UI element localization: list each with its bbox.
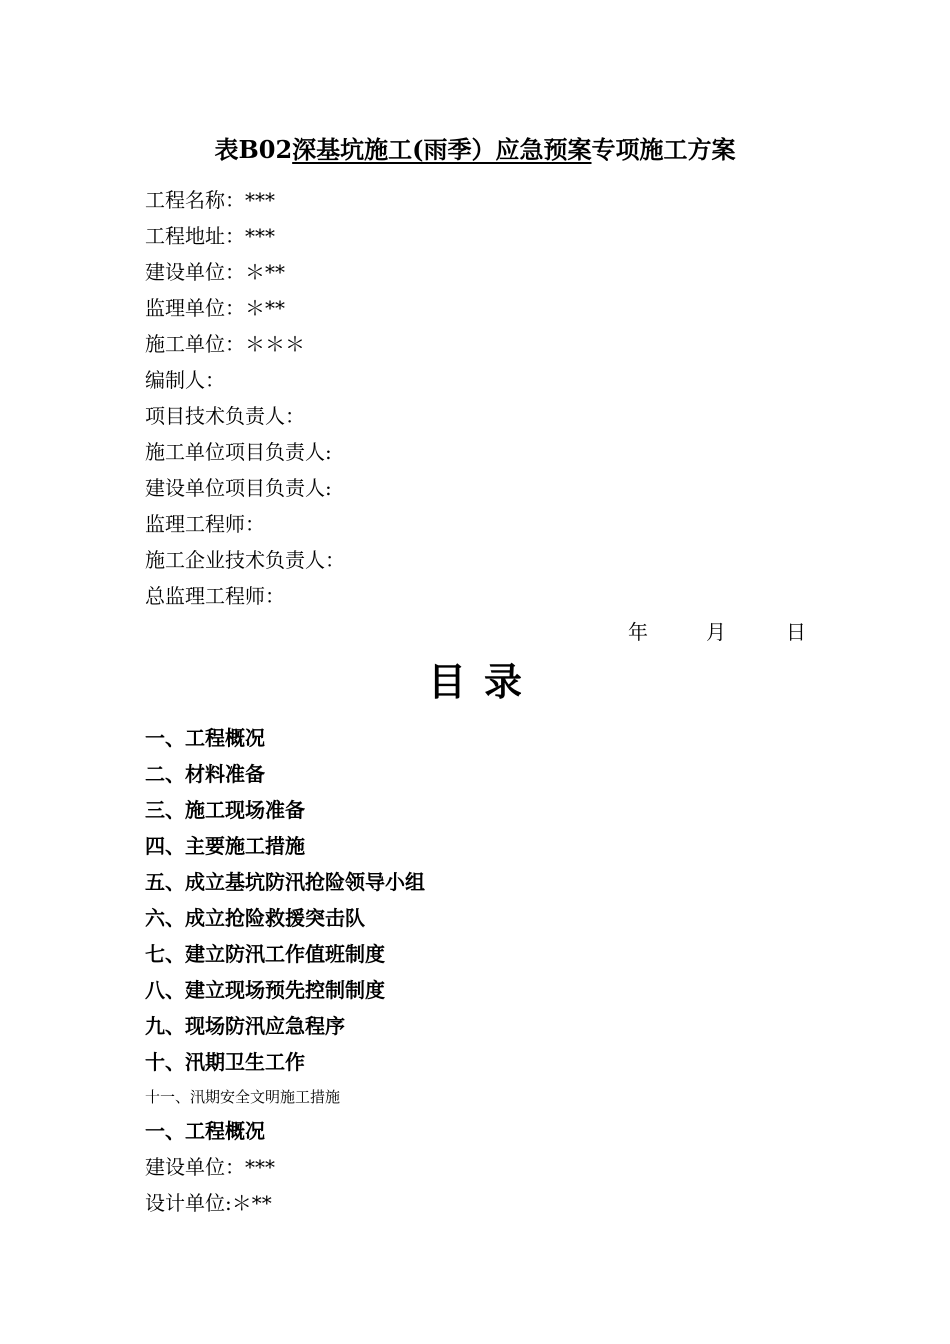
toc-item: 四、主要施工措施 [145,834,305,858]
info-line: 施工企业技术负责人： [145,548,345,572]
title-prefix: 表B02 [214,135,293,164]
toc-item: 二、材料准备 [145,762,265,786]
toc-item: 六、成立抢险救援突击队 [145,906,365,930]
toc-item: 三、施工现场准备 [145,798,305,822]
toc-item: 一、工程概况 [145,726,265,750]
toc-item: 九、现场防汛应急程序 [145,1014,345,1038]
date-day: 日 [786,620,806,644]
date-line [628,614,806,650]
section-heading: 一、工程概况 [145,1119,265,1143]
toc-item: 十、汛期卫生工作 [145,1050,305,1074]
document-title [0,130,950,170]
info-line: 项目技术负责人： [145,404,305,428]
info-line: 编制人： [145,368,225,392]
info-line: 建设单位项目负责人: [145,476,332,500]
section-project-overview [145,1113,275,1221]
info-line: 工程地址：*** [145,224,275,248]
table-of-contents [145,720,425,1114]
info-line: 施工单位项目负责人: [145,440,332,464]
date-year: 年 [628,620,648,644]
toc-item: 七、建立防汛工作值班制度 [145,942,385,966]
info-line: 总监理工程师： [145,584,285,608]
section-line: 建设单位：*** [145,1155,275,1179]
toc-item: 八、建立现场预先控制制度 [145,978,385,1002]
info-line: 施工单位：＊＊＊ [145,332,305,356]
project-info [145,182,345,614]
toc-title: 目录 [427,659,540,704]
section-line: 设计单位:＊** [145,1191,272,1215]
info-line: 建设单位：＊** [145,260,285,284]
toc-item: 五、成立基坑防汛抢险领导小组 [145,870,425,894]
toc-item-last: 十一、汛期安全文明施工措施 [145,1088,341,1106]
date-month: 月 [706,620,726,644]
title-underlined: 深基坑施工(雨季）应急预案 [292,135,592,164]
info-line: 工程名称：*** [145,188,275,212]
info-line: 监理单位：＊** [145,296,285,320]
info-line: 监理工程师： [145,512,265,536]
title-suffix: 专项施工方案 [591,135,736,164]
